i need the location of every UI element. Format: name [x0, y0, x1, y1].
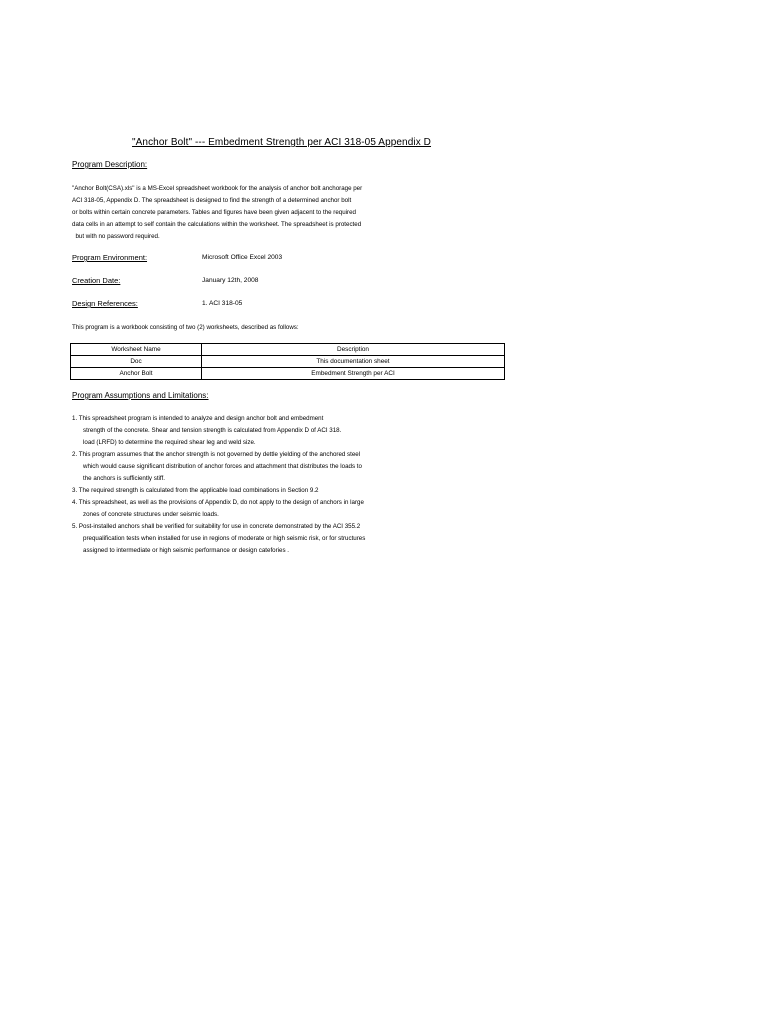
- workbook-intro: This program is a workbook consisting of two (2) worksheets, described as follows:: [72, 324, 299, 331]
- program-description-heading: Program Description:: [72, 160, 148, 169]
- table-cell: Embedment Strength per ACI: [202, 368, 505, 380]
- table-row: [71, 368, 505, 380]
- list-item-continuation: which would cause significant distribution of anchor forces and attachment that distributes the loads to: [83, 463, 362, 470]
- design-references-label: Design References:: [72, 299, 138, 308]
- description-line: but with no password required.: [72, 233, 160, 240]
- table-cell: Doc: [71, 356, 202, 368]
- description-line: or bolts within certain concrete parameters. Tables and figures have been given adjacent to the required: [72, 209, 356, 216]
- description-line: ACI 318-05, Appendix D. The spreadsheet is designed to find the strength of a determined anchor bolt: [72, 197, 352, 204]
- list-item: 4. This spreadsheet, as well as the provisions of Appendix D, do not apply to the design of anchors in large: [72, 499, 364, 506]
- list-item-continuation: zones of concrete structures under seismic loads.: [83, 511, 219, 518]
- table-row: [71, 356, 505, 368]
- program-environment-value: Microsoft Office Excel 2003: [202, 254, 283, 261]
- description-line: "Anchor Bolt(CSA).xls" is a MS-Excel spreadsheet workbook for the analysis of anchor bolt anchorage per: [72, 185, 363, 192]
- document-title: "Anchor Bolt" --- Embedment Strength per ACI 318-05 Appendix D: [132, 137, 432, 148]
- description-line: data cells in an attempt to self contain the calculations within the worksheet. The spreadsheet is protected: [72, 221, 362, 228]
- list-item: 3. The required strength is calculated from the applicable load combinations in Section 9.2: [72, 487, 319, 494]
- creation-date-value: January 12th, 2008: [202, 277, 259, 284]
- list-item: 5. Post-installed anchors shall be verified for suitability for use in concrete demonstrated by the ACI 355.2: [72, 523, 361, 530]
- column-header-description: Description: [202, 344, 505, 356]
- column-header-worksheet-name: Worksheet Name: [71, 344, 202, 356]
- program-environment-label: Program Environment:: [72, 253, 148, 262]
- list-item-continuation: prequalification tests when installed for use in regions of moderate or high seismic risk, or for structures: [83, 535, 366, 542]
- list-item-continuation: assigned to intermediate or high seismic performance or design catefories .: [83, 547, 290, 554]
- list-item-continuation: the anchors is sufficiently stiff.: [83, 475, 165, 482]
- table-cell: Anchor Bolt: [71, 368, 202, 380]
- assumptions-heading: Program Assumptions and Limitations:: [72, 391, 209, 400]
- list-item: 1. This spreadsheet program is intended to analyze and design anchor bolt and embedment: [72, 415, 324, 422]
- creation-date-label: Creation Date:: [72, 276, 121, 285]
- table-cell: This documentation sheet: [202, 356, 505, 368]
- list-item: 2. This program assumes that the anchor strength is not governed by dettle yielding of the anchored steel: [72, 451, 361, 458]
- assumptions-list: [72, 413, 365, 557]
- worksheets-table: [70, 343, 505, 380]
- table-header-row: [71, 344, 505, 356]
- list-item-continuation: load (LRFD) to determine the required shear leg and weld size.: [83, 439, 256, 446]
- list-item-continuation: strength of the concrete. Shear and tension strength is calculated from Appendix D of ACI 318.: [83, 427, 342, 434]
- program-description-text: [72, 183, 362, 243]
- design-references-value: 1. ACI 318-05: [202, 300, 243, 307]
